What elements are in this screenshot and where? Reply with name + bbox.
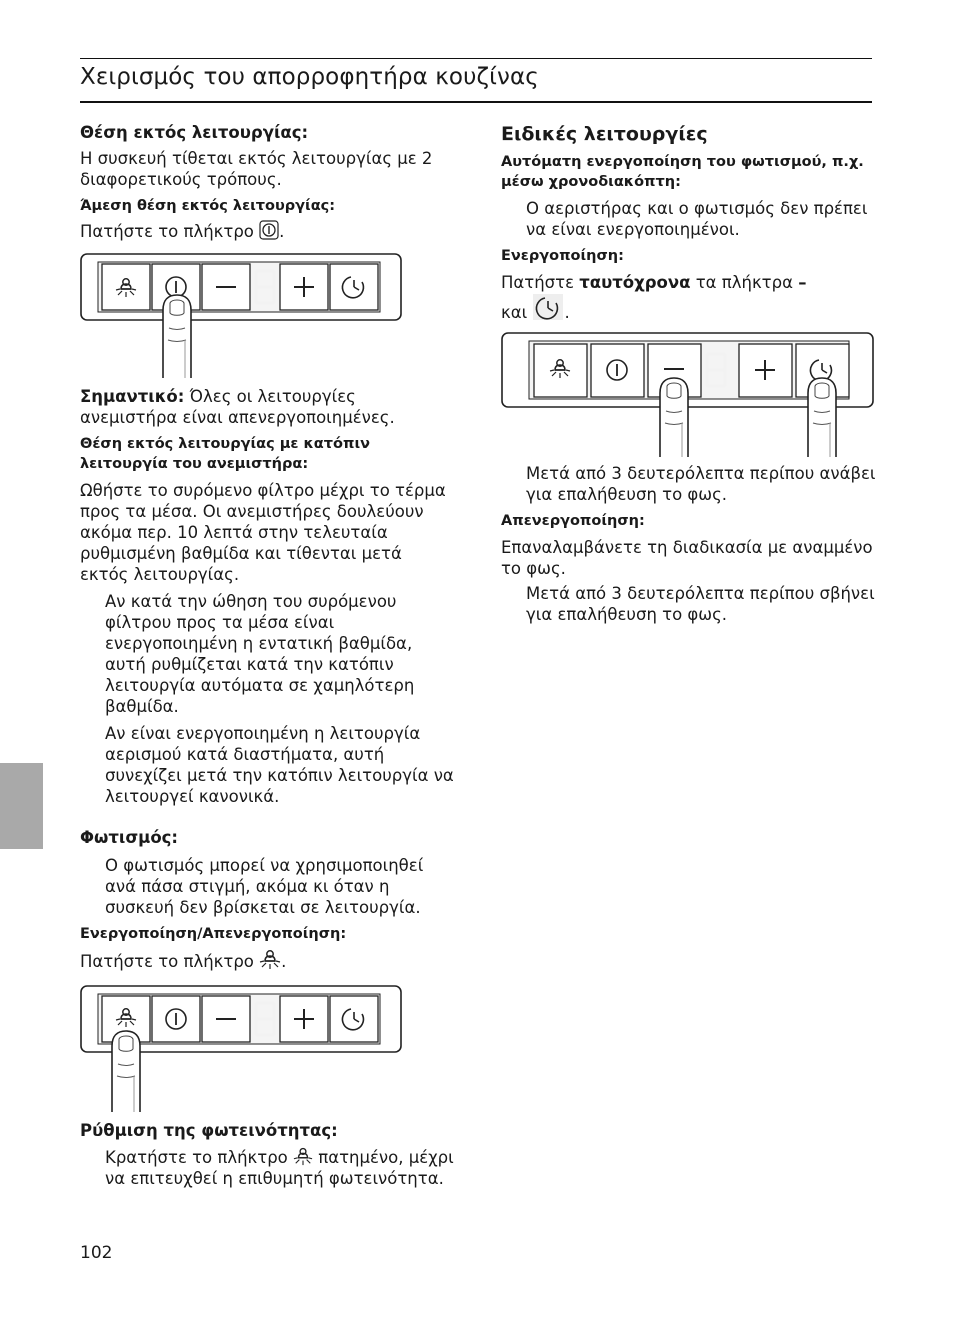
power-icon: [259, 220, 279, 240]
light-toggle-heading: Ενεργοποίηση/Απενεργοποίηση:: [80, 926, 347, 942]
activate-text-b: τα πλήκτρα: [690, 273, 799, 292]
timer-icon: [532, 293, 564, 321]
activate-text-c: και: [501, 303, 528, 322]
finger-pointer-timer: [808, 378, 836, 457]
page-number: 102: [80, 1243, 113, 1263]
deactivate-text: Επαναλαμβάνετε τη διαδικασία με αναμμένο το φως.: [501, 538, 873, 578]
activate-text-a: Πατήστε: [501, 273, 580, 292]
control-panel-power-press: [80, 252, 455, 378]
light-intro: Ο φωτισμός μπορεί να χρησιμοποιηθεί ανά πάσα στιγμή, ακόμα κι όταν η συσκευή δεν βρίσκεται σε λειτουργία.: [105, 856, 424, 917]
right-column: [501, 122, 881, 625]
activate-text-bold: ταυτόχρονα: [579, 273, 691, 292]
off-heading: Θέση εκτός λειτουργίας:: [80, 123, 309, 142]
brightness-instruction: [80, 1146, 455, 1189]
direct-off-instruction: Πατήστε το πλήκτρο .: [80, 222, 285, 241]
activate-instruction: Πατήστε ταυτόχρονα τα πλήκτρα – και .: [501, 273, 807, 322]
light-icon: [293, 1146, 313, 1166]
after-run-text: Ωθήστε το συρόμενο φίλτρο μέχρι το τέρμα προς τα μέσα. Οι ανεμιστήρες δουλεύουν ακόμα περ. 10 λεπτά στην τελευταία ρυθμισμένη βαθμίδα και τίθενται μετά εκτός λειτουργίας.: [80, 481, 446, 584]
deactivate-result: Μετά από 3 δευτερόλεπτα περίπου σβήνει για επαλήθευση το φως.: [526, 584, 875, 624]
after-run-heading: Θέση εκτός λειτουργίας με κατόπιν λειτουργία του ανεμιστήρα:: [80, 436, 370, 472]
power-button[interactable]: [152, 996, 200, 1042]
after-run-note-1: Αν κατά την ώθηση του συρόμενου φίλτρου προς τα μέσα είναι ενεργοποιημένη η εντατική βαθμίδα, αυτή ρυθμίζεται κατά την κατόπιν λειτουργία αυτόματα σε χαμηλότερη βαθμίδα.: [105, 592, 415, 716]
activate-text-dash: –: [798, 273, 807, 292]
finger-pointer-minus: [660, 378, 688, 457]
brightness-text-a: Κρατήστε το πλήκτρο: [105, 1148, 288, 1167]
direct-off-text: Πατήστε το πλήκτρο: [80, 222, 254, 241]
direct-off-heading: Άμεση θέση εκτός λειτουργίας:: [80, 198, 336, 214]
header-bottom-rule: [80, 101, 872, 103]
left-column: [80, 122, 455, 1189]
off-intro: Η συσκευή τίθεται εκτός λειτουργίας με 2 διαφορετικούς τρόπους.: [80, 149, 433, 189]
special-functions-heading: Ειδικές λειτουργίες: [501, 123, 708, 145]
note-label: Σημαντικό:: [80, 387, 185, 406]
activate-result: Μετά από 3 δευτερόλεπτα περίπου ανάβει για επαλήθευση το φως.: [526, 464, 876, 504]
auto-light-heading: Αυτόματη ενεργοποίηση του φωτισμού, π.χ. μέσω χρονοδιακόπτη:: [501, 154, 864, 190]
light-icon: [259, 948, 281, 970]
control-panel-light-press: [80, 984, 455, 1112]
brightness-text-b: πατημένο, μέχρι να επιτευχθεί η επιθυμητή φωτεινότητα.: [105, 1148, 454, 1188]
plus-button[interactable]: [739, 344, 792, 397]
header-top-rule: [80, 58, 872, 59]
note-text: Όλες οι λειτουργίες ανεμιστήρα είναι απενεργοποιημένες.: [80, 387, 395, 427]
activate-heading: Ενεργοποίηση:: [501, 248, 624, 264]
finger-pointer: [163, 295, 191, 378]
brightness-heading: Ρύθμιση της φωτεινότητας:: [80, 1121, 338, 1140]
finger-pointer: [112, 1031, 140, 1112]
timer-button[interactable]: [330, 264, 378, 310]
deactivate-heading: Απενεργοποίηση:: [501, 513, 645, 529]
light-button[interactable]: [534, 344, 587, 397]
note-paragraph: [80, 386, 455, 428]
section-tab-marker: [0, 763, 43, 849]
minus-button[interactable]: [202, 264, 250, 310]
timer-button[interactable]: [330, 996, 378, 1042]
minus-button[interactable]: [202, 996, 250, 1042]
light-button[interactable]: [102, 264, 150, 310]
auto-light-precondition: Ο αεριστήρας και ο φωτισμός δεν πρέπει να είναι ενεργοποιημένοι.: [526, 199, 868, 239]
light-toggle-instruction: Πατήστε το πλήκτρο .: [80, 948, 455, 972]
light-heading: Φωτισμός:: [80, 828, 179, 847]
after-run-note-2: Αν είναι ενεργοποιημένη η λειτουργία αερισμού κατά διαστήματα, αυτή συνεχίζει μετά την κατόπιν λειτουργία να λειτουργεί κανονικά.: [105, 724, 454, 806]
control-panel-simultaneous-press: [501, 331, 881, 457]
plus-button[interactable]: [280, 264, 328, 310]
light-toggle-text: Πατήστε το πλήκτρο: [80, 952, 254, 971]
page-title: Χειρισμός του απορροφητήρα κουζίνας: [80, 64, 539, 90]
plus-button[interactable]: [280, 996, 328, 1042]
power-button[interactable]: [591, 344, 644, 397]
